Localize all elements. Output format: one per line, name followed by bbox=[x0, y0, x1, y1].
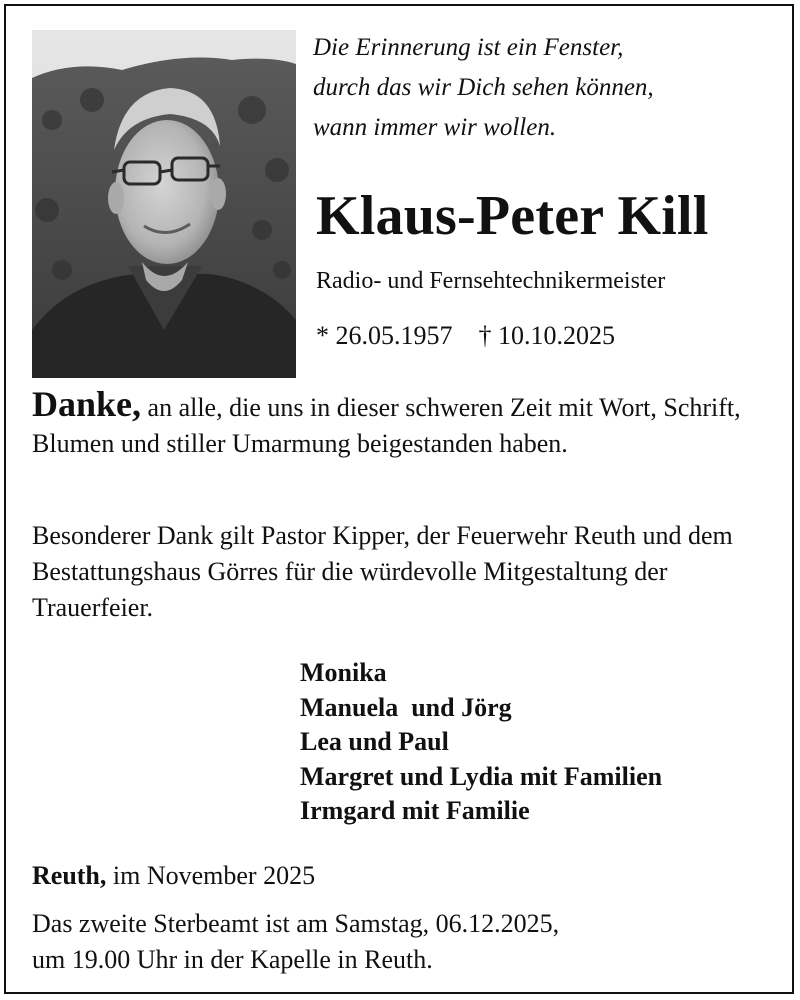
signer: Manuela und Jörg bbox=[300, 692, 512, 722]
life-dates bbox=[316, 318, 615, 354]
deceased-profession: Radio- und Fernsehtechnikermeister bbox=[316, 268, 666, 294]
deceased-name: Klaus-Peter Kill bbox=[316, 185, 709, 247]
birth-date: * 26.05.1957 bbox=[316, 321, 453, 350]
signer: Irmgard mit Familie bbox=[300, 796, 530, 825]
death-date: † 10.10.2025 bbox=[478, 321, 615, 350]
signer: Lea und Paul bbox=[300, 727, 449, 756]
quote-line: wann immer wir wollen. bbox=[313, 114, 557, 141]
signers-list bbox=[300, 656, 662, 829]
thanks-paragraph bbox=[32, 386, 777, 462]
place-town: Reuth, bbox=[32, 861, 107, 890]
quote-line: durch das wir Dich sehen können, bbox=[313, 74, 654, 101]
service-line: um 19.00 Uhr in der Kapelle in Reuth. bbox=[32, 945, 433, 974]
thanks-text: an alle, die uns in dieser schweren Zeit mit Wort, Schrift, Blumen und stiller Umarmung beigestanden haben. bbox=[32, 393, 741, 458]
place-and-date bbox=[32, 858, 315, 894]
portrait-photo bbox=[32, 30, 296, 378]
quote-line: Die Erinnerung ist ein Fenster, bbox=[313, 34, 624, 61]
service-line: Das zweite Sterbeamt ist am Samstag, 06.12.2025, bbox=[32, 909, 560, 938]
signer: Monika bbox=[300, 658, 387, 687]
place-date: im November 2025 bbox=[106, 861, 316, 890]
memorial-service-info bbox=[32, 906, 559, 978]
thanks-lead: Danke, bbox=[32, 384, 142, 424]
memorial-quote bbox=[313, 28, 773, 148]
special-thanks-paragraph: Besonderer Dank gilt Pastor Kipper, der Feuerwehr Reuth und dem Bestattungshaus Görres für die würdevolle Mitgestaltung der Trauerfeier. bbox=[32, 521, 733, 622]
signer: Margret und Lydia mit Familien bbox=[300, 761, 663, 791]
